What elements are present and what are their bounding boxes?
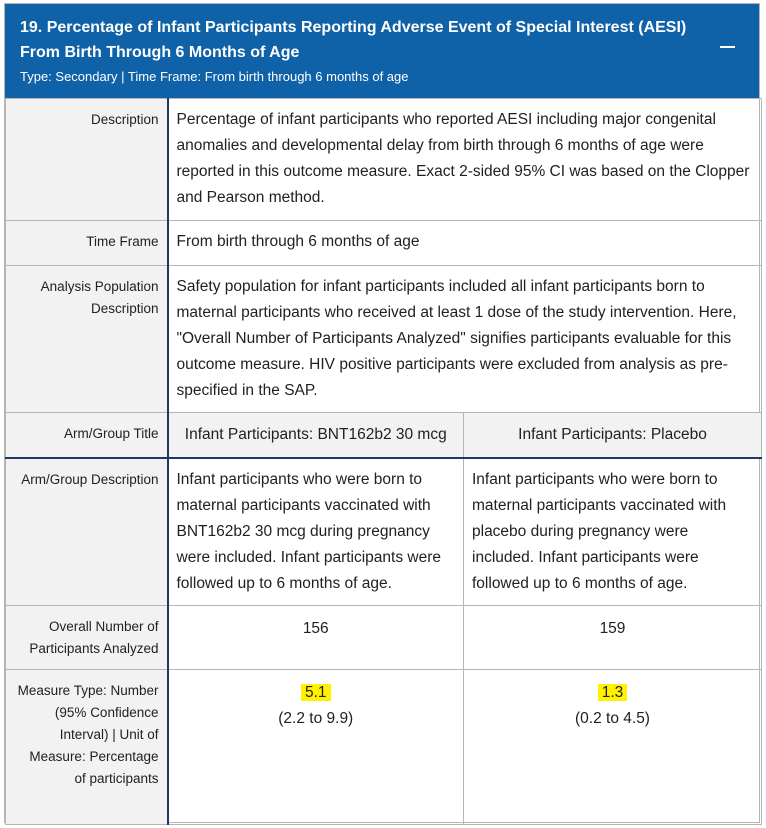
description-row	[6, 99, 762, 221]
description-value: Percentage of infant participants who reported AESI including major congenital anomalies and developmental delay from birth through 6 months of age were reported in this outcome measure. Exact 2-sided 95% CI was based on the Clopper and Pearson method.	[168, 99, 762, 221]
measure-bnt	[168, 670, 464, 825]
time-frame-label: Time Frame	[6, 221, 168, 266]
arm-description-placebo: Infant participants who were born to maternal participants vaccinated with placebo during pregnancy were included. Infant participants were followed up to 6 months of age.	[464, 458, 762, 606]
analysis-population-row	[6, 266, 762, 413]
outcome-measure-panel	[4, 3, 760, 823]
results-table	[5, 98, 762, 825]
measure-ci-placebo: (0.2 to 4.5)	[575, 710, 650, 727]
arm-title-label: Arm/Group Title	[6, 413, 168, 459]
arm-description-row	[6, 458, 762, 606]
measure-label: Measure Type: Number (95% Confidence Interval) | Unit of Measure: Percentage of participants	[6, 670, 168, 825]
participants-placebo: 159	[464, 606, 762, 670]
participants-row	[6, 606, 762, 670]
participants-bnt: 156	[168, 606, 464, 670]
measure-ci-bnt: (2.2 to 9.9)	[278, 710, 354, 727]
outcome-header[interactable]	[5, 4, 759, 98]
analysis-population-value: Safety population for infant participants included all infant participants born to maternal participants who received at least 1 dose of the study intervention. Here, "Overall Number of Participants Analyzed" signifies participants evaluable for this outcome measure. HIV positive participants were excluded from analysis as pre-specified in the SAP.	[168, 266, 762, 413]
arm-title-bnt: Infant Participants: BNT162b2 30 mcg	[168, 413, 464, 459]
measure-placebo	[464, 670, 762, 825]
participants-label: Overall Number of Participants Analyzed	[6, 606, 168, 670]
arm-title-placebo: Infant Participants: Placebo	[464, 413, 762, 459]
outcome-meta: Type: Secondary | Time Frame: From birth through 6 months of age	[20, 69, 409, 84]
arm-title-row	[6, 413, 762, 459]
arm-description-label: Arm/Group Description	[6, 458, 168, 606]
outcome-title: 19. Percentage of Infant Participants Reporting Adverse Event of Special Interest (AESI) From Birth Through 6 Months of Age	[20, 19, 687, 61]
description-label: Description	[6, 99, 168, 221]
time-frame-row	[6, 221, 762, 266]
minus-icon[interactable]	[720, 46, 735, 48]
arm-description-bnt: Infant participants who were born to maternal participants vaccinated with BNT162b2 30 mcg during pregnancy were included. Infant participants were followed up to 6 months of age.	[168, 458, 464, 606]
measure-value-bnt: 5.1	[301, 684, 331, 701]
measure-row	[6, 670, 762, 825]
time-frame-value: From birth through 6 months of age	[168, 221, 762, 266]
analysis-population-label: Analysis Population Description	[6, 266, 168, 413]
measure-value-placebo: 1.3	[598, 684, 628, 701]
